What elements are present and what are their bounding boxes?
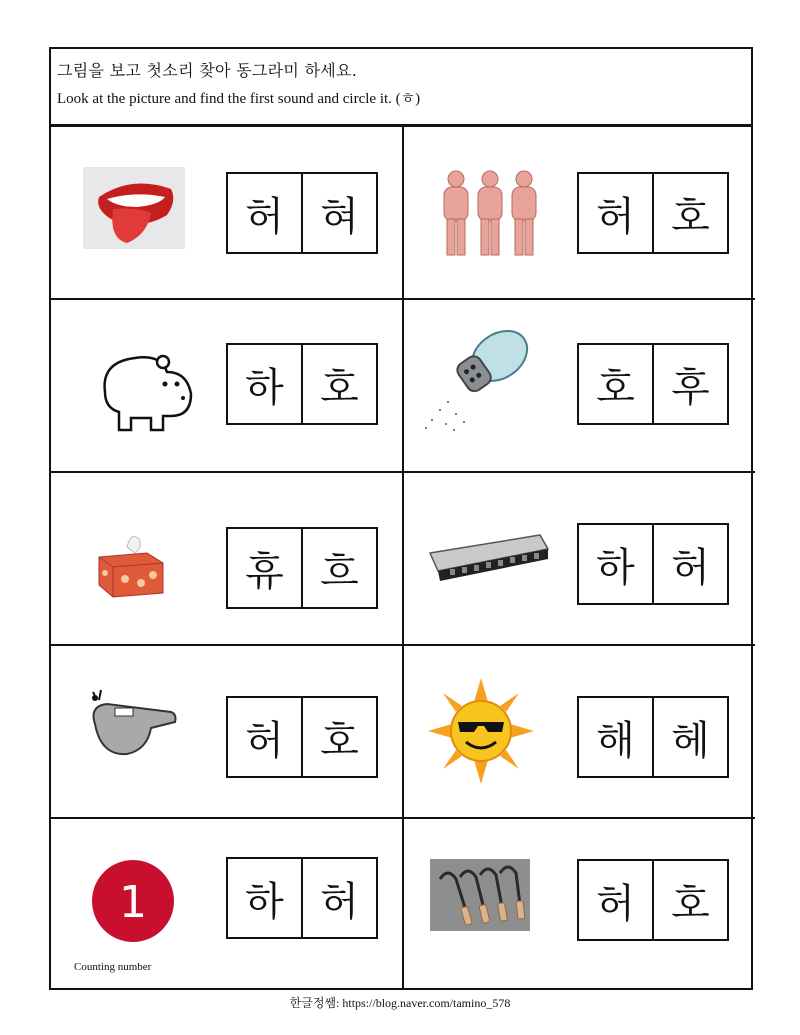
footer-credit: 한글정쌤: https://blog.naver.com/tamino_578 — [289, 996, 511, 1010]
exercise-item-10 — [404, 819, 755, 990]
harmonica-icon — [424, 513, 554, 593]
pepper-shaker-icon — [418, 324, 538, 434]
choice-option[interactable]: 호 — [671, 880, 710, 927]
answer-choices — [226, 343, 378, 425]
human-bodies-icon — [432, 157, 552, 267]
choice-option[interactable]: 허 — [320, 878, 359, 925]
instruction-korean: 그림을 보고 첫소리 찾아 동그라미 하세요. — [57, 61, 358, 80]
exercise-item-8 — [404, 646, 755, 819]
exercise-item-5 — [51, 473, 404, 646]
choice-option[interactable]: 허 — [228, 174, 303, 252]
answer-choices — [577, 859, 729, 941]
choice-option[interactable]: 휴 — [228, 529, 303, 607]
choice-option[interactable]: 하 — [228, 345, 303, 423]
exercise-item-6 — [404, 473, 755, 646]
exercise-item-3 — [51, 300, 404, 473]
answer-choices — [226, 172, 378, 254]
choice-option[interactable]: 혀 — [320, 193, 359, 240]
number-one-icon — [91, 859, 175, 943]
choice-option[interactable]: 흐 — [320, 548, 359, 595]
hippo-icon — [91, 332, 211, 442]
answer-choices — [577, 172, 729, 254]
answer-choices — [577, 343, 729, 425]
exercise-item-1 — [51, 127, 404, 300]
tissue-box-icon — [91, 523, 171, 603]
whistle-icon — [81, 684, 181, 764]
choice-option[interactable]: 호 — [320, 364, 359, 411]
choice-option[interactable]: 하 — [228, 859, 303, 937]
choice-option[interactable]: 하 — [579, 525, 654, 603]
choice-option[interactable]: 호 — [579, 345, 654, 423]
choice-option[interactable]: 호 — [671, 193, 710, 240]
exercise-item-2 — [404, 127, 755, 300]
exercise-grid — [51, 127, 751, 988]
picture-caption: Counting number — [74, 961, 152, 973]
choice-option[interactable]: 해 — [579, 698, 654, 776]
hoe-tools-icon — [430, 859, 530, 931]
instruction-header — [51, 49, 751, 127]
choice-option[interactable]: 호 — [320, 717, 359, 764]
choice-option[interactable]: 허 — [579, 861, 654, 939]
exercise-item-9 — [51, 819, 404, 990]
choice-option[interactable]: 허 — [579, 174, 654, 252]
answer-choices — [226, 527, 378, 609]
tongue-icon — [81, 157, 201, 267]
answer-choices — [226, 857, 378, 939]
answer-choices — [577, 523, 729, 605]
sun-icon — [426, 676, 536, 786]
number-one-text: 1 — [119, 877, 147, 928]
choice-option[interactable]: 헤 — [671, 717, 710, 764]
answer-choices — [577, 696, 729, 778]
exercise-item-4 — [404, 300, 755, 473]
worksheet — [49, 47, 753, 990]
exercise-item-7 — [51, 646, 404, 819]
choice-option[interactable]: 후 — [671, 364, 710, 411]
choice-option[interactable]: 허 — [671, 544, 710, 591]
answer-choices — [226, 696, 378, 778]
instruction-english: Look at the picture and find the first sound and circle it. (ㅎ) — [57, 91, 421, 107]
choice-option[interactable]: 허 — [228, 698, 303, 776]
